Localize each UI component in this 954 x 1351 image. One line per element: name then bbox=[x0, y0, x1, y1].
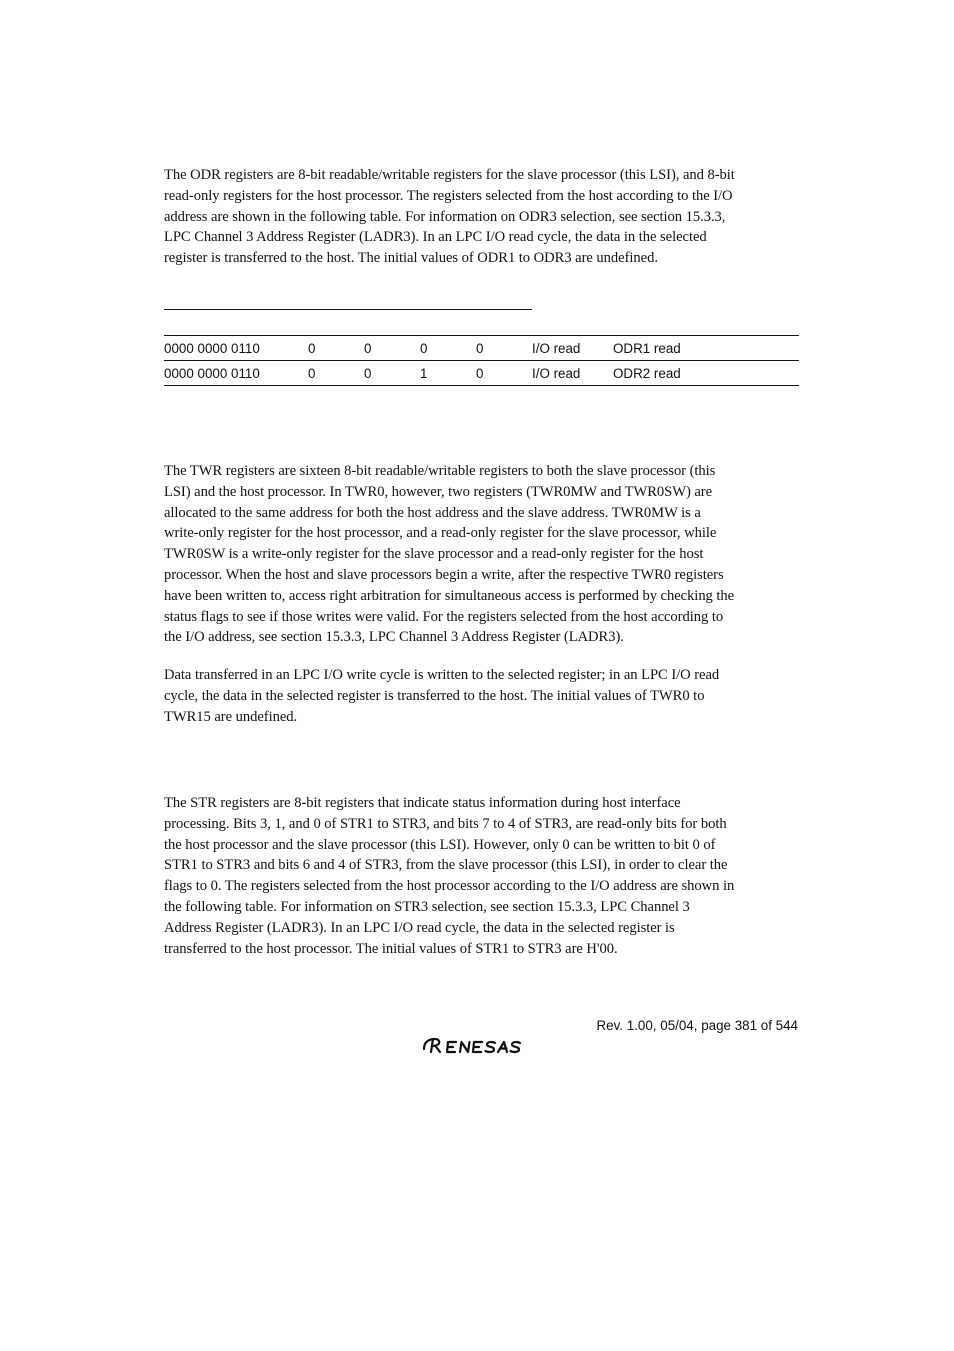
table-header-rule bbox=[164, 309, 532, 310]
page-footer-info: Rev. 1.00, 05/04, page 381 of 544 bbox=[596, 1018, 798, 1033]
text-line: Data transferred in an LPC I/O write cycle is written to the selected register; in an LPC I/O read bbox=[164, 667, 720, 683]
table-cell-register: ODR1 read bbox=[613, 336, 799, 361]
table-cell-address: 0000 0000 0110 bbox=[164, 361, 308, 386]
text-line: allocated to the same address for both the host address and the slave address. TWR0MW is a bbox=[164, 504, 701, 521]
text-line: LPC Channel 3 Address Register (LADR3). In an LPC I/O read cycle, the data in the selected bbox=[164, 229, 707, 246]
table-cell-io: I/O read bbox=[532, 336, 613, 361]
text-line: address are shown in the following table. For information on ODR3 selection, see section 15.3.3, bbox=[164, 208, 726, 225]
text-line: STR1 to STR3 and bits 6 and 4 of STR3, from the slave processor (this LSI), in order to clear the bbox=[164, 857, 728, 874]
text-line: processing. Bits 3, 1, and 0 of STR1 to STR3, and bits 7 to 4 of STR3, are read-only bits for both bbox=[164, 815, 727, 832]
text-line: transferred to the host processor. The initial values of STR1 to STR3 are H'00. bbox=[164, 940, 618, 957]
table-cell-bit: 0 bbox=[308, 361, 364, 386]
odr-description bbox=[164, 165, 804, 269]
text-line: have been written to, access right arbitration for simultaneous access is performed by checking the bbox=[164, 587, 735, 604]
table-cell-bit: 0 bbox=[364, 336, 420, 361]
table-cell-bit: 1 bbox=[420, 361, 476, 386]
table-cell-bit: 0 bbox=[364, 361, 420, 386]
table-row bbox=[164, 361, 799, 386]
str-description bbox=[164, 793, 804, 959]
text-line: processor. When the host and slave processors begin a write, after the respective TWR0 registers bbox=[164, 566, 724, 583]
text-line: The TWR registers are sixteen 8-bit readable/writable registers to both the slave processor (this bbox=[164, 463, 716, 479]
table-cell-register: ODR2 read bbox=[613, 361, 799, 386]
renesas-logo bbox=[422, 1035, 542, 1057]
twr-transfer-description bbox=[164, 665, 804, 727]
text-line: the following table. For information on STR3 selection, see section 15.3.3, LPC Channel 3 bbox=[164, 898, 690, 915]
text-line: status flags to see if those writes were valid. For the registers selected from the host according to bbox=[164, 608, 724, 625]
text-line: the host processor and the slave processor (this LSI). However, only 0 can be written to bit 0 of bbox=[164, 836, 716, 853]
table-cell-bit: 0 bbox=[476, 336, 532, 361]
text-line: The STR registers are 8-bit registers that indicate status information during host interface bbox=[164, 795, 681, 811]
text-line: read-only registers for the host processor. The registers selected from the host according to the I/O bbox=[164, 187, 733, 204]
table-cell-bit: 0 bbox=[420, 336, 476, 361]
text-line: TWR15 are undefined. bbox=[164, 708, 298, 725]
twr-description bbox=[164, 461, 804, 648]
text-line: cycle, the data in the selected register is transferred to the host. The initial values of TWR0 to bbox=[164, 687, 705, 704]
text-line: register is transferred to the host. The initial values of ODR1 to ODR3 are undefined. bbox=[164, 250, 658, 267]
odr-register-table bbox=[164, 335, 799, 386]
text-line: LSI) and the host processor. In TWR0, however, two registers (TWR0MW and TWR0SW) are bbox=[164, 483, 713, 500]
text-line: flags to 0. The registers selected from the host processor according to the I/O address are shown in bbox=[164, 878, 735, 895]
text-line: the I/O address, see section 15.3.3, LPC Channel 3 Address Register (LADR3). bbox=[164, 629, 624, 646]
table-cell-bit: 0 bbox=[308, 336, 364, 361]
table-cell-bit: 0 bbox=[476, 361, 532, 386]
text-line: The ODR registers are 8-bit readable/writable registers for the slave processor (this LSI), and 8-bit bbox=[164, 167, 735, 183]
table-cell-address: 0000 0000 0110 bbox=[164, 336, 308, 361]
text-line: TWR0SW is a write-only register for the slave processor and a read-only register for the host bbox=[164, 546, 704, 563]
table-cell-io: I/O read bbox=[532, 361, 613, 386]
text-line: Address Register (LADR3). In an LPC I/O read cycle, the data in the selected register is bbox=[164, 919, 675, 936]
table-row bbox=[164, 336, 799, 361]
text-line: write-only register for the host processor, and a read-only register for the slave processor, while bbox=[164, 525, 717, 542]
